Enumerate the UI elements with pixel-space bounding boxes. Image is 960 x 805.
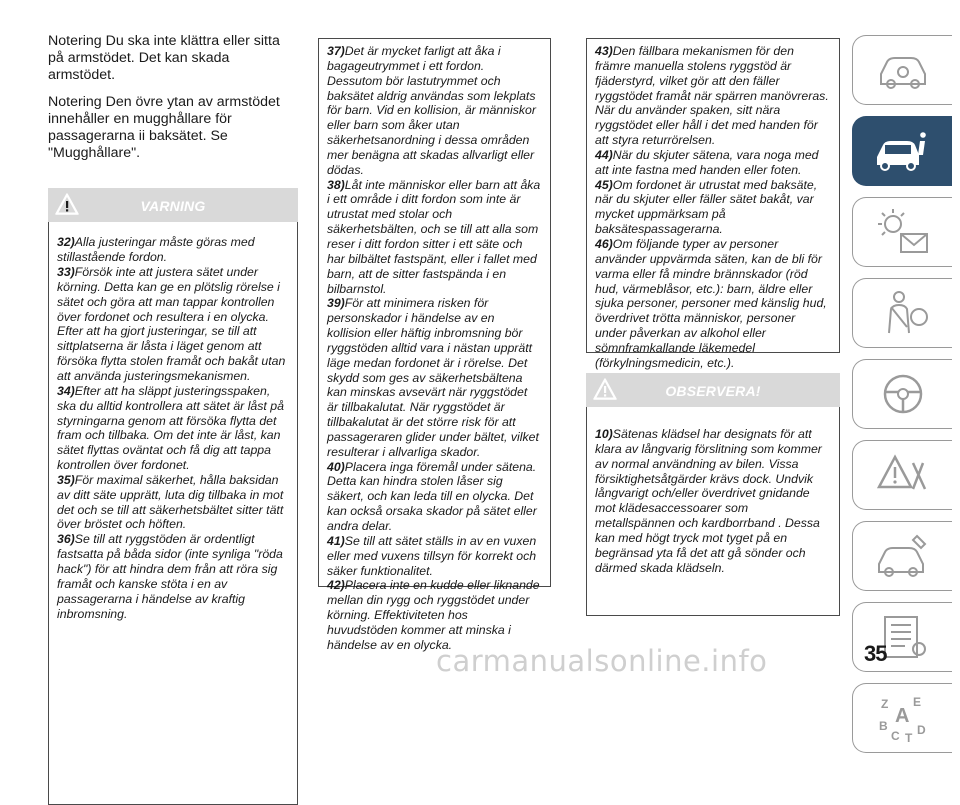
warning-item: 42)Placera inte en kudde eller liknande mellan din rygg och ryggstödet under körning. Effektiviteten hos huvudstöden kommer att minska i händelse av en olycka.: [327, 578, 540, 652]
warning-box: [48, 222, 298, 805]
svg-text:A: A: [894, 705, 909, 727]
page-number: 35: [864, 641, 887, 666]
svg-text:D: D: [916, 723, 926, 737]
warning-item: 37)Det är mycket farligt att åka i bagageutrymmet i ett fordon. Dessutom bör lastutrymmet och baksätet aldrig användas som lekplats för barn. Vid en kollision, är människor eller barn som åker utan säkerhetsanordning i dessa områden mer benägna att skadas allvarligt eller dödas.: [327, 44, 536, 177]
column-middle: [318, 38, 551, 652]
notice-title: OBSERVERA!: [665, 383, 761, 399]
warning-tools-icon: [873, 449, 933, 501]
svg-text:T: T: [904, 731, 912, 744]
warning-item: 38)Låt inte människor eller barn att åka i ett område i ditt fordon som inte är utrustat med stolar och säkerhetsbälten, och se till att alla som reser i ditt fordon sitter i ett säte och har bilbältet fastspänt, eller i fallet med barn, att de sitter fastspända i en bilbarnstol.: [327, 177, 541, 296]
warning-item: 46)Om följande typer av personer använder uppvärmda säten, kan de bli för varma eller få mindre brännskador (röd hud, värmeblåsor, etc.): barn, äldre eller sjuka personer, personer med känslig hud, överdrivet trötta människor, personer under påverkan av alkohol eller sömnframkallande läkemedel (förkylningsmedicin, etc.).: [595, 236, 827, 370]
notice-item: 10)Sätenas klädsel har designats för att klara av långvarig förslitning som kommer av normal användning av bilen. Vissa försiktighetsåtgärder krävs dock. Undvik långvarigt och/eller överdrivet gnidande mot klädesaccessoarer som metallspännen och kardborrband . Dessa kan med högt tryck mot tyget på en begränsad yta få det att gå sönder och därmed skada klädseln.: [595, 427, 822, 575]
tab-alphabet-index[interactable]: [852, 683, 952, 753]
svg-text:C: C: [890, 729, 900, 743]
tab-car-info[interactable]: [852, 116, 952, 186]
warning-title: VARNING: [140, 198, 206, 215]
tab-lights-mail[interactable]: [852, 197, 952, 267]
svg-text:Z: Z: [880, 697, 888, 711]
alphabet-index-icon: [873, 692, 933, 744]
svg-text:E: E: [912, 695, 921, 709]
tab-warning-tools[interactable]: [852, 440, 952, 510]
steering-wheel-icon: [873, 368, 933, 420]
tab-steering-wheel[interactable]: [852, 359, 952, 429]
seatbelt-airbag-icon: [873, 287, 933, 339]
warning-item: 41)Se till att sätet ställs in av en vuxen eller med vuxens tillsyn för korrekt och säker funktionalitet.: [327, 533, 537, 578]
warning-box-continued: [586, 38, 840, 370]
warning-box-continued: [318, 38, 551, 652]
tab-car-dashboard[interactable]: [852, 35, 952, 105]
warning-item: 34)Efter att ha släppt justeringsspaken, ska du alltid kontrollera att sätet är låst på styrningarna genom att försöka flytta det fram och tillbaka. Om det inte är låst, kan sätet flyttas oväntat och få dig att tappa kontrollen över fordonet.: [57, 383, 284, 473]
warning-item: 40)Placera inga föremål under sätena. Detta kan hindra stolen låser sig säkert, och kan leda till en olycka. Det kan också orsaka skador på sätet eller andra delar.: [327, 459, 537, 533]
warning-item: 39)För att minimera risken för personskador i händelse av en kollision eller häftig inbromsning bör ryggstöden alltid vara i nästan upprätt läge medan fordonet är i rörelse. Det skydd som ges av säkerhetsbältena kan minskas avsevärt när ryggstödet är tillbakalutat. När ryggstödet är tillbakalutat är det större risk för att passageraren glider under bältet, vilket resulterar i allvarliga skador.: [327, 296, 539, 459]
warning-item: 45)Om fordonet är utrustat med baksäte, när du skjuter eller fäller sätet bakåt, var mycket uppmärksam på baksätespassagerarna.: [595, 177, 818, 237]
note-armrest-climb: Notering Du ska inte klättra eller sitta på armstödet. Det kan skada armstödet.: [48, 33, 280, 84]
note-armrest-cupholder: Notering Den övre ytan av armstödet innehåller en mugghållare för passagerarna ii baksätet. Se "Mugghållare".: [48, 93, 280, 162]
car-dashboard-icon: [873, 44, 933, 96]
svg-text:B: B: [878, 719, 888, 733]
tab-seatbelt-airbag[interactable]: [852, 278, 952, 348]
warning-item: 35)För maximal säkerhet, hålla baksidan av ditt säte upprätt, luta dig tillbaka in mot det och se till att säkerhetsbältet sitter tätt över bröstet och höften.: [57, 472, 284, 532]
column-right: [586, 38, 840, 616]
car-maintenance-icon: [873, 530, 933, 582]
column-left: [48, 0, 298, 805]
warning-item: 32)Alla justeringar måste göras med stillastående fordon.: [57, 235, 255, 265]
notice-header: [586, 373, 840, 407]
warning-header: [48, 188, 298, 222]
warning-item: 33)Försök inte att justera sätet under körning. Detta kan ge en plötslig rörelse i sätet och göra att man tappar kontrollen över fordonet och resultera i en olycka. Efter att ha gjort justeringar, se till att sittplatserna är låsta i läget genom att försöka flytta stolen framåt och bakåt utan att använda justeringsmekanismen.: [57, 265, 286, 384]
tab-car-maintenance[interactable]: [852, 521, 952, 591]
watermark: carmanualsonline.info: [436, 644, 768, 678]
warning-item: 43)Den fällbara mekanismen för den främre manuella stolens ryggstöd är fjäderstyrd, vilket gör att den fäller ryggstödet framåt när spärren manövreras. När du använder spaken, sitt nära ryggstödet eller håll i det med handen för att styra returrörelsen.: [595, 44, 829, 148]
lights-mail-icon: [873, 206, 933, 258]
warning-item: 44)När du skjuter sätena, vara noga med att inte fastna med handen eller foten.: [595, 147, 819, 177]
warning-item: 36)Se till att ryggstöden är ordentligt fastsatta på båda sidor (inte synliga "röda hack") för att hindra dem från att röra sig framåt och kanske stöta i en av passagerarna i händelse av kraftig inbromsning.: [57, 532, 283, 621]
car-info-icon: [873, 125, 933, 177]
notice-box: [586, 407, 840, 616]
